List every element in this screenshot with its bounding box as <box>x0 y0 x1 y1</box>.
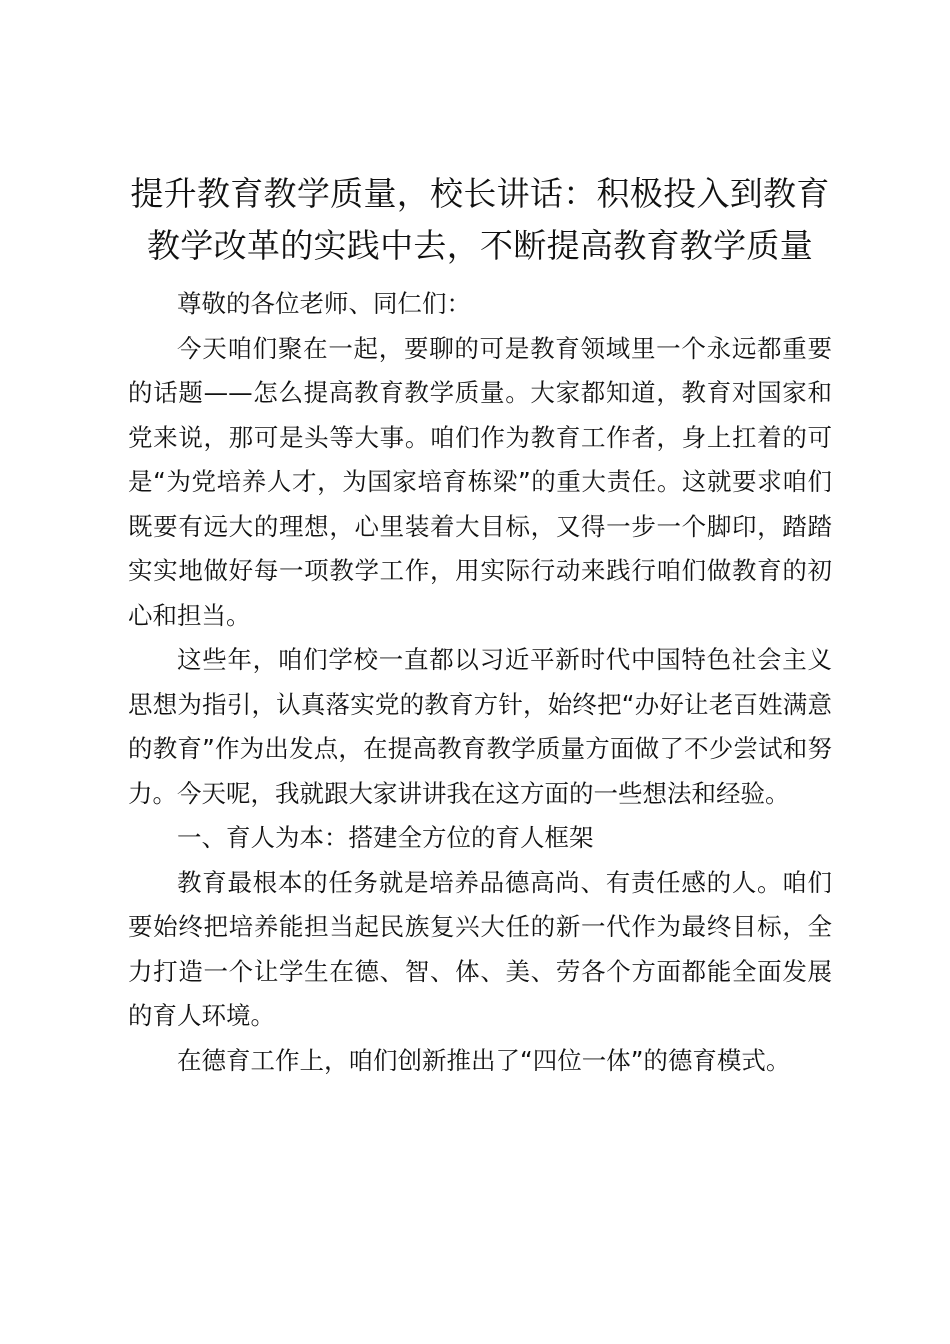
section-heading: 一、育人为本：搭建全方位的育人框架 <box>177 823 594 852</box>
document-page <box>128 168 832 1083</box>
body-paragraph: 教育最根本的任务就是培养品德高尚、有责任感的人。咱们要始终把培养能担当起民族复兴大任的新一代作为最终目标，全力打造一个让学生在德、智、体、美、劳各个方面都能全面发展的育人环境。 <box>128 867 832 1030</box>
body-paragraph: 这些年，咱们学校一直都以习近平新时代中国特色社会主义思想为指引，认真落实党的教育方针，始终把“办好让老百姓满意的教育”作为出发点，在提高教育教学质量方面做了不少尝试和努力。今天呢，我就跟大家讲讲我在这方面的一些想法和经验。 <box>128 645 832 808</box>
body-paragraph: 今天咱们聚在一起，要聊的可是教育领域里一个永远都重要的话题——怎么提高教育教学质量。大家都知道，教育对国家和党来说，那可是头等大事。咱们作为教育工作者，身上扛着的可是“为党培养人才，为国家培育栋梁”的重大责任。这就要求咱们既要有远大的理想，心里装着大目标，又得一步一个脚印，踏踏实实地做好每一项教学工作，用实际行动来践行咱们做教育的初心和担当。 <box>128 333 832 630</box>
document-title: 提升教育教学质量，校长讲话：积极投入到教育教学改革的实践中去，不断提高教育教学质量 <box>130 174 830 265</box>
salutation-paragraph: 尊敬的各位老师、同仁们： <box>177 289 471 318</box>
body-paragraph: 在德育工作上，咱们创新推出了“四位一体”的德育模式。 <box>177 1045 791 1075</box>
